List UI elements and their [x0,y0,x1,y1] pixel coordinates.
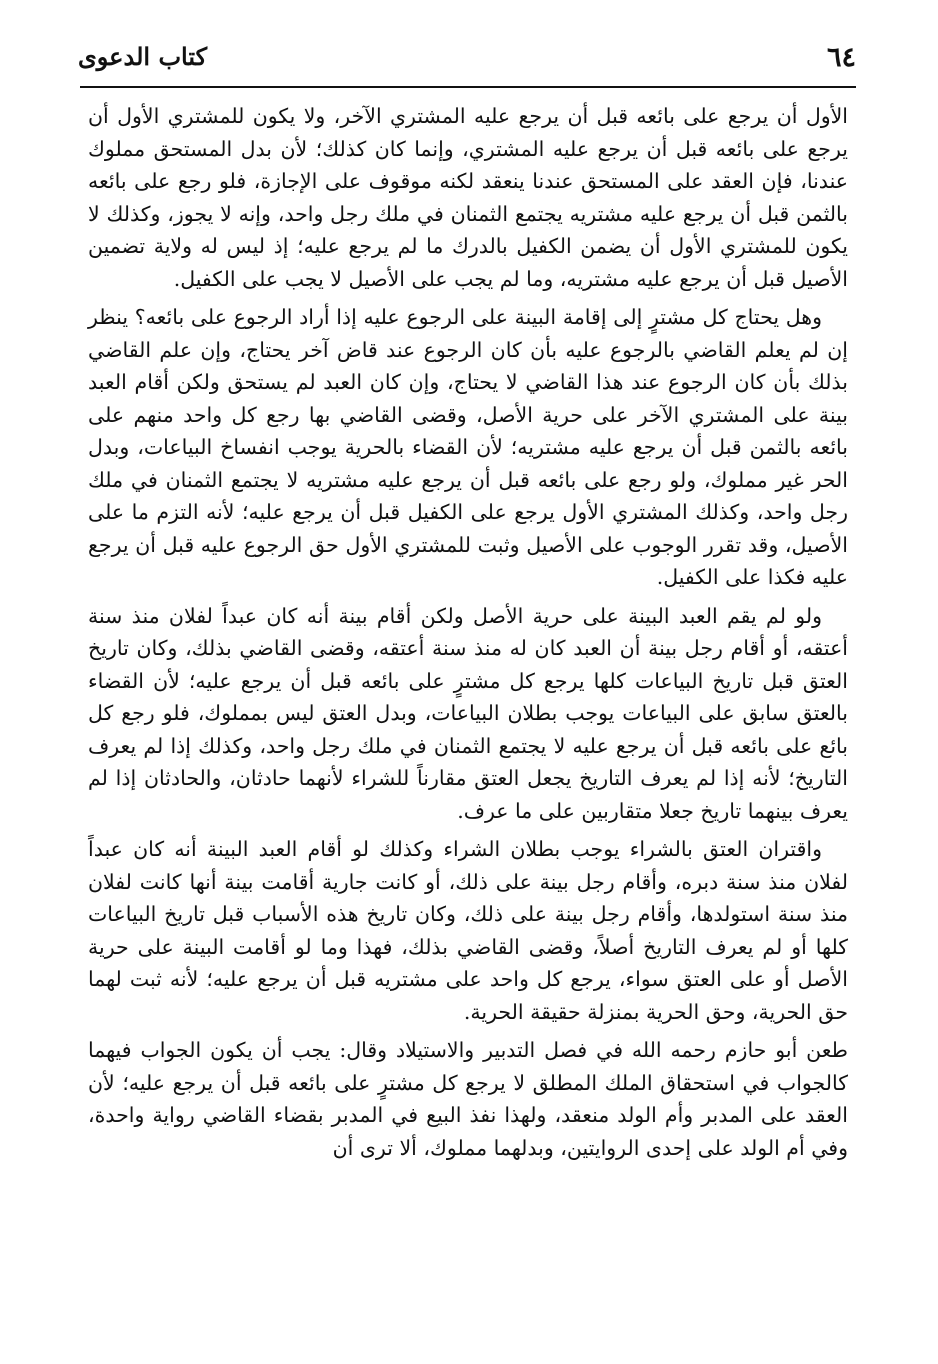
body-text [88,100,848,1170]
paragraph-1: الأول أن يرجع على بائعه قبل أن يرجع عليه المشتري الآخر، ولا يكون للمشتري الأول أن يرجع على بائعه قبل أن يرجع عليه المشتري، وإنما كان كذلك؛ لأن بدل المستحق مملوك عندنا، فإن العقد على المستحق عندنا ينعقد لكنه موقوف على الإجازة، فلو رجع على بائعه بالثمن قبل أن يرجع عليه مشتريه يجتمع الثمنان في ملك رجل واحد، وإنه لا يجوز، وكذلك لا يكون للمشتري الأول أن يضمن الكفيل بالدرك ما لم يرجع عليه؛ إذ ليس له ولاية تضمين الأصيل قبل أن يرجع عليه مشتريه، وما لم يجب على الأصيل لا يجب على الكفيل. [88,104,848,291]
book-title: كتاب الدعوى [78,42,208,71]
paragraph-2: وهل يحتاج كل مشترٍ إلى إقامة البينة على الرجوع عليه إذا أراد الرجوع على بائعه؟ ينظر إن لم يعلم القاضي بالرجوع عليه بأن كان الرجوع عند قاض آخر يحتاج، وإن علم القاضي بذلك بأن كان الرجوع عند هذا القاضي لا يحتاج، وإن كان العبد لم يستحق ولكن أقام العبد بينة على المشتري الآخر على حرية الأصل، وقضى القاضي بها رجع كل واحد منهم على بائعه بالثمن قبل أن يرجع عليه مشتريه؛ لأن القضاء بالحرية يوجب انفساخ البياعات، وبدل الحر غير مملوك، ولو رجع على بائعه قبل أن يرجع عليه مشتريه لا يجتمع الثمنان في ملك رجل واحد، وكذلك المشتري الأول يرجع على الكفيل قبل أن يرجع عليه؛ لأنه التزم ما على الأصيل، وقد تقرر الوجوب على الأصيل وثبت للمشتري الأول حق الرجوع عليه قبل أن يرجع عليه فكذا على الكفيل. [88,305,848,589]
header-divider [80,86,856,88]
paragraph-5: طعن أبو حازم رحمه الله في فصل التدبير والاستيلاد وقال: يجب أن يكون الجواب فيهما كالجواب في استحقاق الملك المطلق لا يرجع كل مشترٍ على بائعه قبل أن يرجع عليه؛ لأن العقد على المدبر وأم الولد منعقد، ولهذا نفذ البيع في المدبر بقضاء القاضي رواية واحدة، وفي أم الولد على إحدى الروايتين، وبدلهما مملوك، ألا ترى أن [88,1038,848,1160]
paragraph-4: واقتران العتق بالشراء يوجب بطلان الشراء وكذلك لو أقام العبد البينة أنه كان عبداً لفلان منذ سنة دبره، وأقام رجل بينة على ذلك، أو كانت جارية أقامت بينة أنها كانت لفلان منذ سنة استولدها، وأقام رجل بينة على ذلك، وكان تاريخ هذه الأسباب قبل تاريخ البياعات كلها أو لم يعرف التاريخ أصلاً، وقضى القاضي بذلك، فهذا وما لو أقامت البينة على حرية الأصل أو على العتق سواء، يرجع كل واحد على مشتريه قبل أن يرجع عليه؛ لأنه ثبت لهما حق الحرية، وحق الحرية بمنزلة حقيقة الحرية. [88,837,848,1024]
paragraph-3: ولو لم يقم العبد البينة على حرية الأصل ولكن أقام بينة أنه كان عبداً لفلان منذ سنة أعتقه، أو أقام رجل بينة أن العبد كان له منذ سنة أعتقه، وقضى القاضي بذلك، وكان تاريخ العتق قبل تاريخ البياعات كلها يرجع كل مشترٍ على بائعه قبل أن يرجع عليه؛ لأن القضاء بالعتق سابق على البياعات يوجب بطلان البياعات، وبدل العتق ليس بمملوك، فلو رجع كل بائع على بائعه قبل أن يرجع عليه لا يجتمع الثمنان في ملك رجل واحد، وكذلك إذا لم يعرف التاريخ؛ لأنه إذا لم يعرف التاريخ يجعل العتق مقارناً للشراء لأنهما حادثان، والحادثان إذا لم يعرف بينهما تاريخ جعلا متقاربين على ما عرف. [88,603,848,823]
running-head [78,38,856,82]
page-number: ٦٤ [826,42,856,73]
